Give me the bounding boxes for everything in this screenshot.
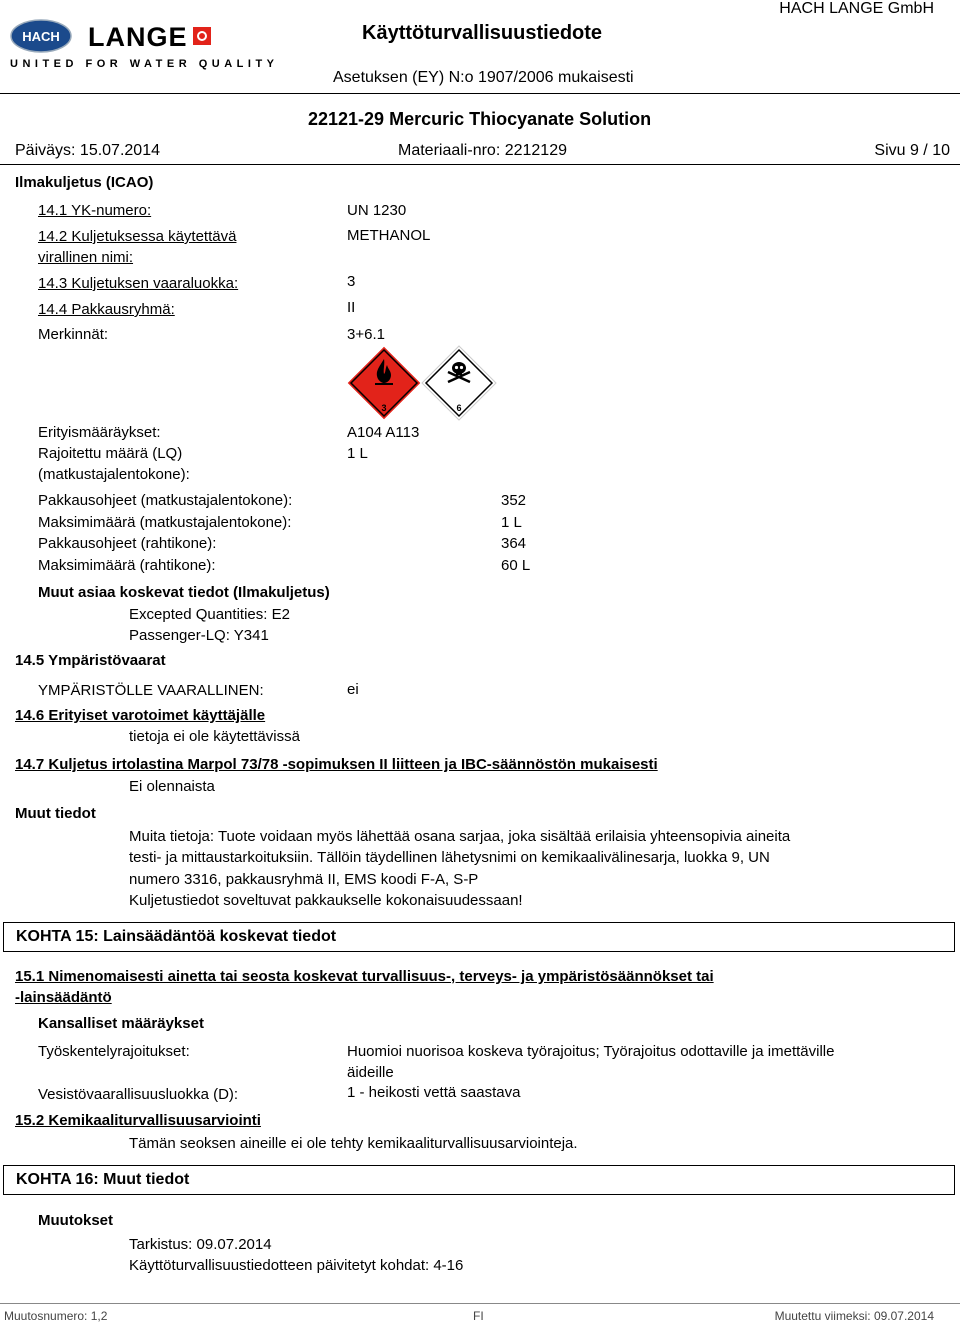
footer-divider (0, 1303, 960, 1304)
limited-quantity-label-1: Rajoitettu määrä (LQ) (38, 445, 183, 462)
limited-quantity-value: 1 L (347, 445, 368, 462)
excepted-quantities: Excepted Quantities: E2 (129, 606, 290, 623)
max-qty-cargo-label: Maksimimäärä (rahtikone): (38, 557, 216, 574)
updated-sections: Käyttöturvallisuustiedotteen päivitetyt kohdat: 4-16 (129, 1257, 464, 1274)
special-provisions-label: Erityismääräykset: (38, 424, 161, 441)
lange-logo: LANGE (88, 22, 188, 52)
max-qty-passenger-value: 1 L (501, 514, 522, 531)
flammable-class-number: 3 (381, 403, 387, 413)
packing-group-value: II (347, 299, 356, 316)
hazard-class-label: 14.3 Kuljetuksen vaaraluokka: (38, 275, 239, 292)
section-15-1-heading-line2: -lainsäädäntö (15, 989, 112, 1006)
material-number: Materiaali-nro: 2212129 (398, 142, 567, 159)
document-date: Päiväys: 15.07.2014 (15, 142, 160, 159)
env-hazards-heading: 14.5 Ympäristövaarat (15, 652, 166, 669)
company-name: HACH LANGE GmbH (779, 0, 934, 17)
env-hazard-value: ei (347, 681, 359, 698)
tagline: UNITED FOR WATER QUALITY (10, 58, 279, 70)
product-name: 22121-29 Mercuric Thiocyanate Solution (308, 109, 652, 129)
header-divider-top (0, 93, 960, 94)
markings-label: Merkinnät: (38, 326, 109, 343)
packing-instr-passenger-label: Pakkausohjeet (matkustajalentokone): (38, 492, 293, 509)
section-15-1-heading-line1: 15.1 Nimenomaisesti ainetta tai seosta koskevat turvallisuus-, terveys- ja ympäristösäännökset tai (15, 968, 714, 985)
toxic-skull-icon (421, 345, 497, 421)
air-transport-heading: Ilmakuljetus (ICAO) (15, 174, 154, 191)
revision-date: Tarkistus: 09.07.2014 (129, 1236, 272, 1253)
max-qty-cargo-value: 60 L (501, 557, 531, 574)
last-modified: Muutettu viimeksi: 09.07.2014 (774, 1309, 934, 1323)
water-hazard-class-label: Vesistövaarallisuusluokka (D): (38, 1086, 239, 1103)
markings-value: 3+6.1 (347, 326, 385, 343)
changes-heading: Muutokset (38, 1212, 113, 1229)
precautions-heading: 14.6 Erityiset varotoimet käyttäjälle (15, 707, 266, 724)
section-15-2-heading: 15.2 Kemikaaliturvallisuusarviointi (15, 1112, 261, 1129)
other-info-heading: Muut tiedot (15, 805, 96, 822)
shipping-name-label-2: virallinen nimi: (38, 249, 134, 266)
env-hazard-label: YMPÄRISTÖLLE VAARALLINEN: (38, 682, 264, 699)
hach-logo (10, 18, 72, 54)
work-restrictions-label: Työskentelyrajoitukset: (38, 1043, 190, 1060)
un-number-value: UN 1230 (347, 202, 407, 219)
page-number: Sivu 9 / 10 (874, 142, 950, 159)
work-restrictions-value-line1: Huomioi nuorisoa koskeva työrajoitus; Työrajoitus odottaville ja imettäville (347, 1043, 835, 1060)
un-number-label: 14.1 YK-numero: (38, 202, 152, 219)
packing-instr-cargo-value: 364 (501, 535, 527, 552)
other-info-line: Muita tietoja: Tuote voidaan myös lähettää osana sarjaa, joka sisältää erilaisia yhteensopivia aineita (129, 828, 791, 845)
other-air-info-heading: Muut asiaa koskevat tiedot (Ilmakuljetus) (38, 584, 330, 601)
other-info-line: Kuljetustiedot soveltuvat pakkaukselle kokonaisuudessaan! (129, 892, 523, 909)
bulk-transport-heading: 14.7 Kuljetus irtolastina Marpol 73/78 -sopimuksen II liitteen ja IBC-säännöstön mukaisesti (15, 756, 658, 773)
regulation-reference: Asetuksen (EY) N:o 1907/2006 mukaisesti (333, 69, 634, 86)
passenger-lq: Passenger-LQ: Y341 (129, 627, 269, 644)
national-regulations-heading: Kansalliset määräykset (38, 1015, 204, 1032)
change-number: Muutosnumero: 1,2 (4, 1309, 108, 1323)
bulk-transport-text: Ei olennaista (129, 778, 215, 795)
section-15-title: KOHTA 15: Lainsäädäntöä koskevat tiedot (3, 922, 955, 952)
hazard-class-value: 3 (347, 273, 356, 290)
limited-quantity-label-2: (matkustajalentokone): (38, 466, 190, 483)
other-info-line: numero 3316, pakkausryhmä II, EMS koodi F-A, S-P (129, 871, 479, 888)
special-provisions-value: A104 A113 (347, 424, 420, 441)
lange-logo-mark-icon (193, 27, 211, 45)
section-16-title: KOHTA 16: Muut tiedot (3, 1165, 955, 1195)
packing-group-label: 14.4 Pakkausryhmä: (38, 301, 175, 318)
header-divider-bottom (0, 164, 960, 165)
work-restrictions-value-line2: äideille (347, 1064, 394, 1081)
water-hazard-class-value: 1 - heikosti vettä saastava (347, 1084, 521, 1101)
precautions-text: tietoja ei ole käytettävissä (129, 728, 300, 745)
packing-instr-cargo-label: Pakkausohjeet (rahtikone): (38, 535, 217, 552)
chemical-safety-assessment-text: Tämän seoksen aineille ei ole tehty kemikaaliturvallisuusarviointeja. (129, 1135, 578, 1152)
max-qty-passenger-label: Maksimimäärä (matkustajalentokone): (38, 514, 292, 531)
language-code: FI (473, 1309, 484, 1323)
other-info-line: testi- ja mittaustarkoituksiin. Tällöin täydellinen lähetysnimi on kemikaalivälinesarja, luokka 9, UN (129, 849, 770, 866)
document-title: Käyttöturvallisuustiedote (362, 22, 603, 44)
packing-instr-passenger-value: 352 (501, 492, 527, 509)
shipping-name-label-1: 14.2 Kuljetuksessa käytettävä (38, 228, 237, 245)
flammable-liquid-icon (346, 345, 422, 421)
toxic-class-number: 6 (456, 403, 462, 413)
shipping-name-value: METHANOL (347, 227, 431, 244)
hach-logo-text: HACH (22, 29, 60, 44)
